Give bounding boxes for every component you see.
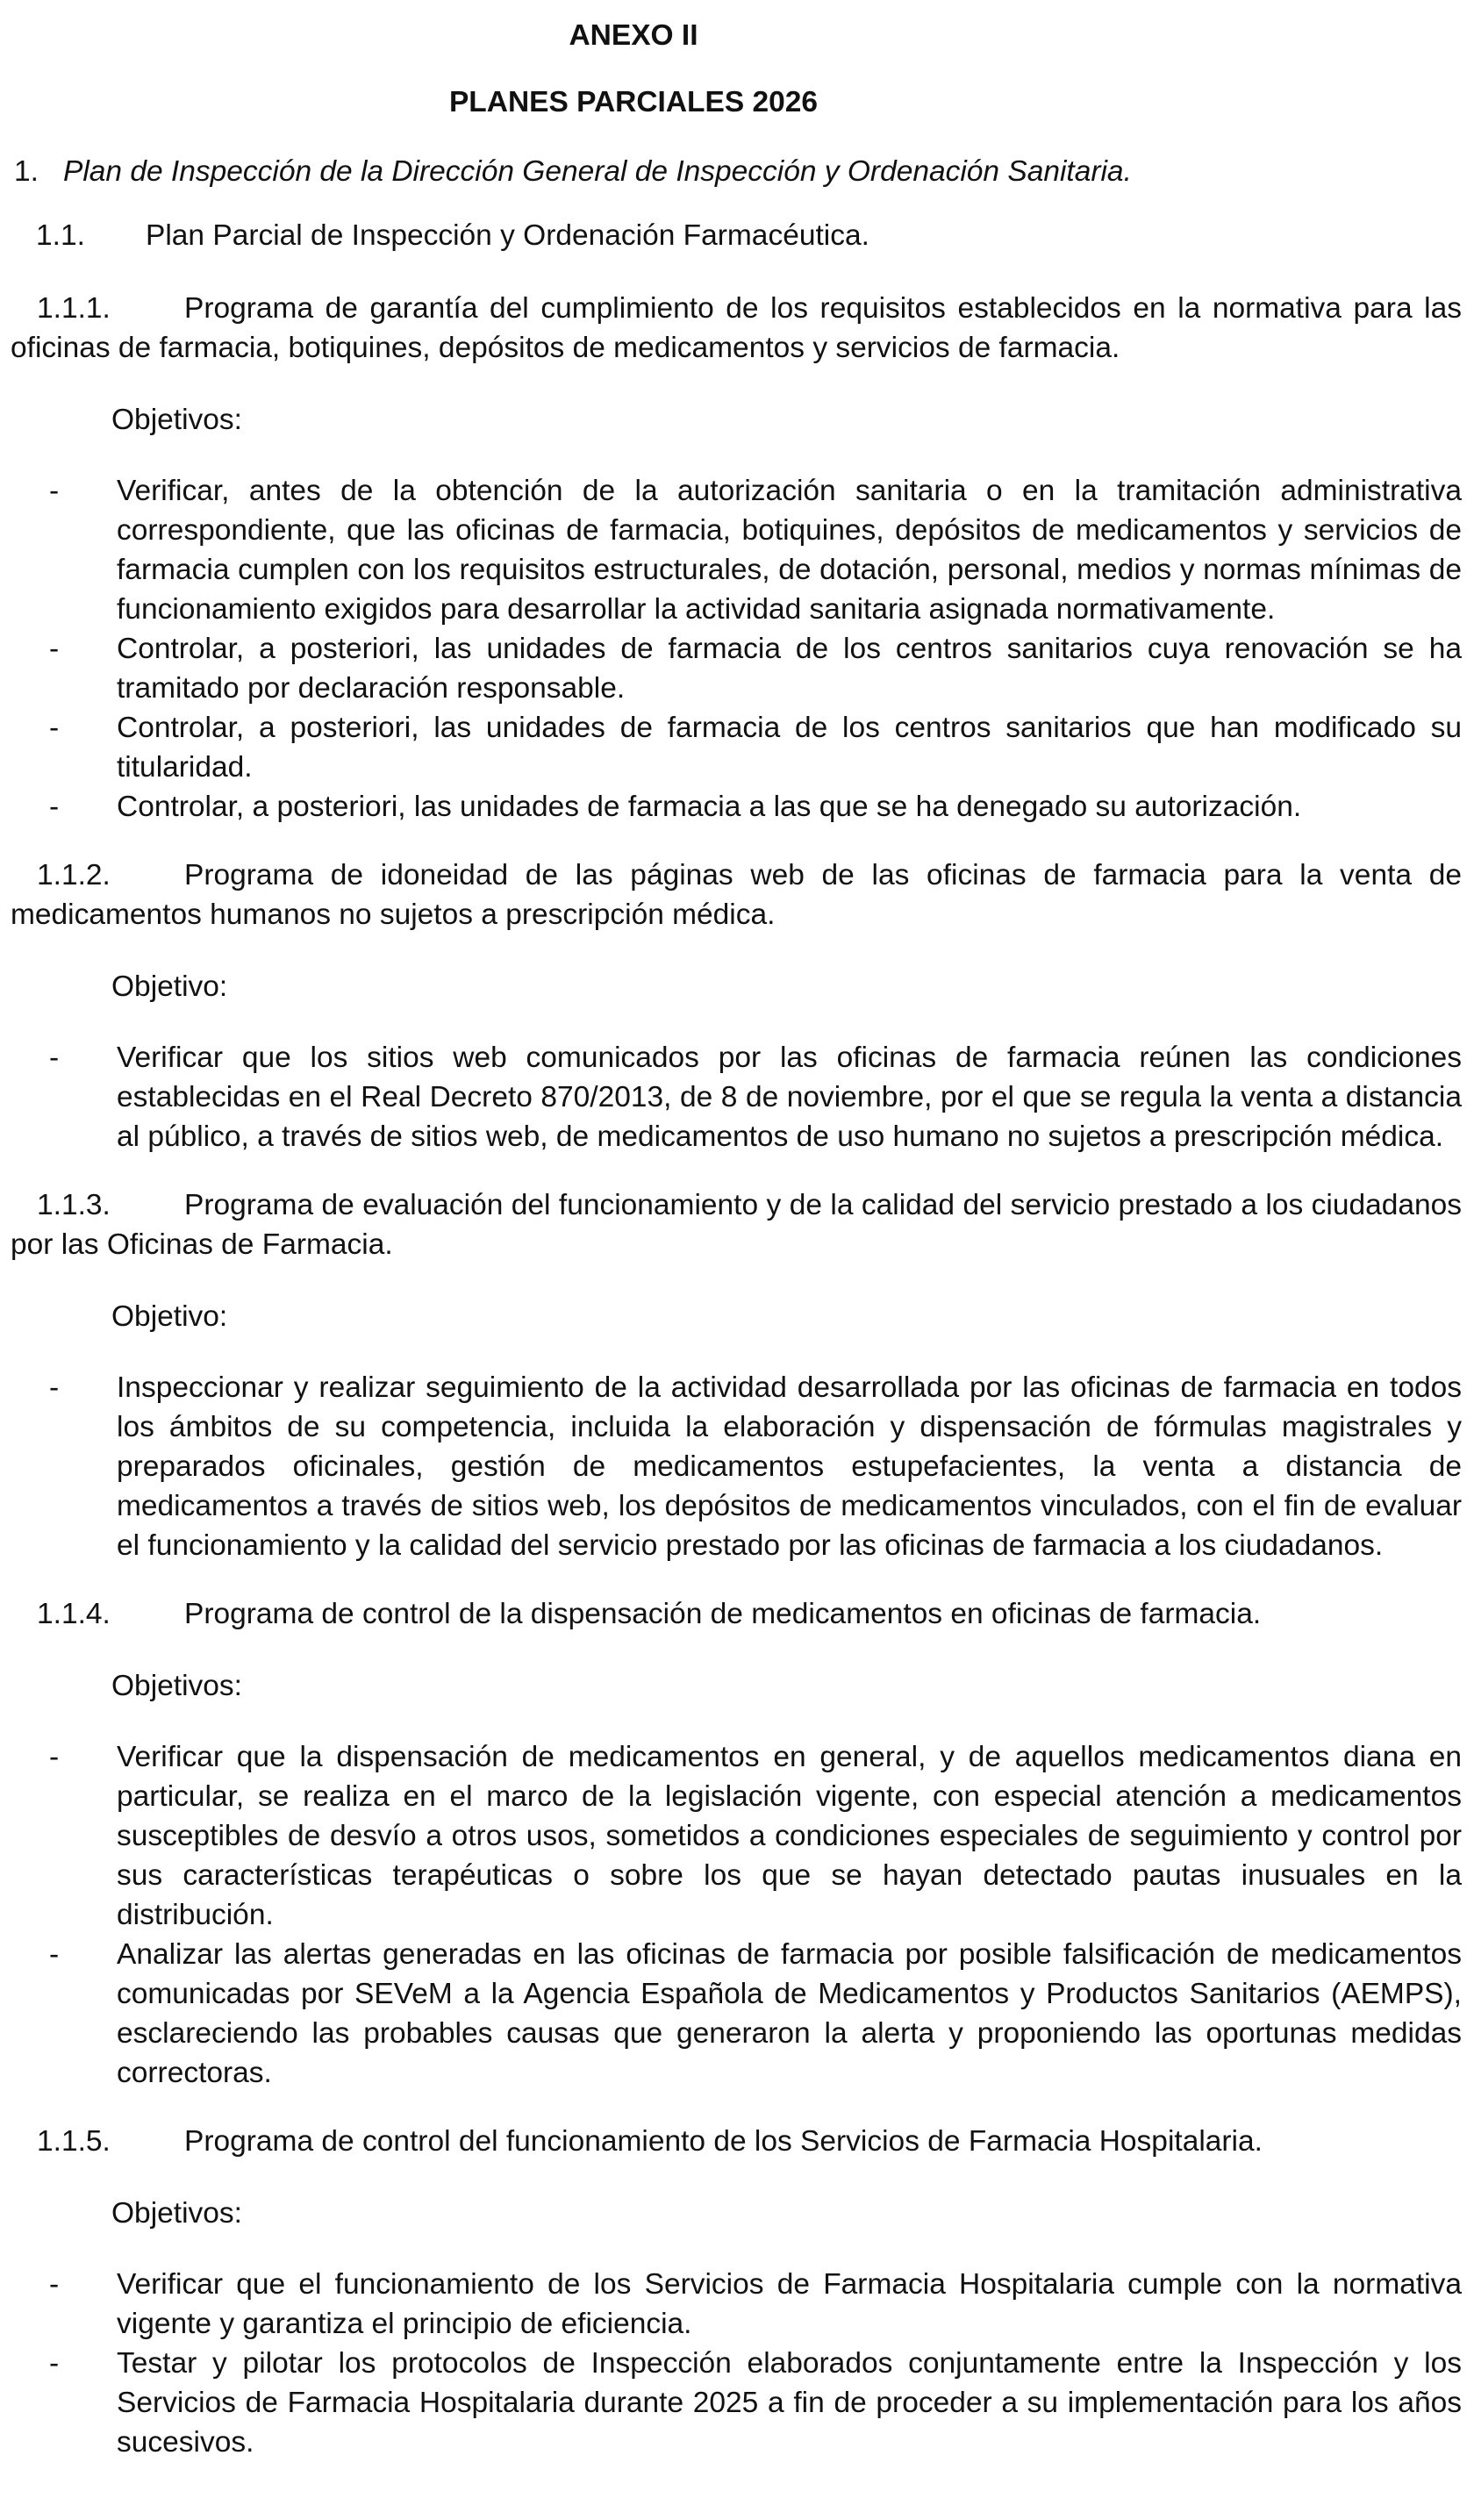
list-item-text: Verificar que el funcionamiento de los Servicios de Farmacia Hospitalaria cumple con la normativa vigente y garantiza el principio de eficiencia. <box>117 2268 1462 2340</box>
list-item: - Controlar, a posteriori, las unidades de farmacia de los centros sanitarios cuya renovación se ha tramitado por declaración responsable. <box>49 633 1462 705</box>
document-title: PLANES PARCIALES 2026 <box>448 86 819 118</box>
objectives-list <box>11 1038 1462 1156</box>
program-block <box>11 856 1462 1156</box>
program-title: Programa de garantía del cumplimiento de los requisitos establecidos en la normativa para las oficinas de farmacia, botiquines, depósitos de medicamentos y servicios de farmacia. <box>11 292 1462 364</box>
section-number: 1. <box>14 155 39 188</box>
list-item-text: Controlar, a posteriori, las unidades de farmacia de los centros sanitarios cuya renovación se ha tramitado por declaración responsable. <box>117 633 1462 705</box>
document-page <box>11 0 1462 2462</box>
list-item: - Testar y pilotar los protocolos de Inspección elaborados conjuntamente entre la Inspección y los Servicios de Farmacia Hospitalaria durante 2025 a fin de proceder a su implementación para los años sucesivos. <box>49 2347 1462 2459</box>
program-title: Programa de evaluación del funcionamiento y de la calidad del servicio prestado a los ciudadanos por las Oficinas de Farmacia. <box>11 1189 1462 1261</box>
objectives-label: Objetivos: <box>111 2197 242 2230</box>
section-heading <box>11 152 1462 191</box>
program-number: 1.1.5. <box>37 2125 111 2158</box>
section-title: Plan de Inspección de la Dirección General de Inspección y Ordenación Sanitaria. <box>63 155 1132 188</box>
program-block <box>11 1185 1462 1565</box>
list-item: - Inspeccionar y realizar seguimiento de la actividad desarrollada por las oficinas de farmacia en todos los ámbitos de su competencia, incluida la elaboración y dispensación de fórmulas magistrales y preparados oficinales, gestión de medicamentos estupefacientes, la venta a distancia de medicamentos a través de sitios web, los depósitos de medicamentos vinculados, con el fin de evaluar el funcionamiento y la calidad del servicio prestado por las oficinas de farmacia a los ciudadanos. <box>49 1371 1462 1562</box>
program-number: 1.1.3. <box>37 1189 111 1221</box>
objectives-list <box>11 1368 1462 1565</box>
list-item: - Verificar, antes de la obtención de la autorización sanitaria o en la tramitación administrativa correspondiente, que las oficinas de farmacia, botiquines, depósitos de medicamentos y servicios de farmacia cumplen con los requisitos estructurales, de dotación, personal, medios y normas mínimas de funcionamiento exigidos para desarrollar la actividad sanitaria asignada normativamente. <box>49 475 1462 626</box>
objectives-list <box>11 1737 1462 2093</box>
annex-title: ANEXO II <box>569 19 698 52</box>
objectives-label: Objetivos: <box>111 404 242 436</box>
program-title: Programa de control de la dispensación de medicamentos en oficinas de farmacia. <box>184 1598 1262 1630</box>
program-block <box>11 1594 1462 2093</box>
objectives-label: Objetivo: <box>111 1300 228 1333</box>
list-item-text: Analizar las alertas generadas en las oficinas de farmacia por posible falsificación de medicamentos comunicadas por SEVeM a la Agencia Española de Medicamentos y Productos Sanitarios (AEMPS), esclareciendo las probables causas que generaron la alerta y proponiendo las oportunas medidas correctoras. <box>117 1938 1462 2089</box>
program-heading <box>11 2122 1462 2161</box>
objectives-label: Objetivos: <box>111 1670 242 1702</box>
list-item-text: Controlar, a posteriori, las unidades de farmacia a las que se ha denegado su autorización. <box>117 791 1302 823</box>
list-item-text: Verificar que los sitios web comunicados por las oficinas de farmacia reúnen las condiciones establecidas en el Real Decreto 870/2013, de 8 de noviembre, por el que se regula la venta a distancia al público, a través de sitios web, de medicamentos de uso humano no sujetos a prescripción médica. <box>117 1042 1462 1153</box>
program-heading <box>11 289 1462 368</box>
program-block <box>11 289 1462 827</box>
program-number: 1.1.4. <box>37 1598 111 1630</box>
list-item: - Verificar que el funcionamiento de los Servicios de Farmacia Hospitalaria cumple con la normativa vigente y garantiza el principio de eficiencia. <box>49 2268 1462 2340</box>
objectives-label: Objetivo: <box>111 970 228 1003</box>
list-item-text: Verificar que la dispensación de medicamentos en general, y de aquellos medicamentos diana en particular, se realiza en el marco de la legislación vigente, con especial atención a medicamentos susceptibles de desvío a otros usos, sometidos a condiciones especiales de seguimiento y control por sus características terapéuticas o sobre los que se hayan detectado pautas inusuales en la distribución. <box>117 1741 1462 1931</box>
program-block <box>11 2122 1462 2462</box>
program-heading <box>11 856 1462 934</box>
subsection-title: Plan Parcial de Inspección y Ordenación Farmacéutica. <box>146 219 869 252</box>
list-item-text: Controlar, a posteriori, las unidades de farmacia de los centros sanitarios que han modificado su titularidad. <box>117 712 1462 784</box>
list-item-text: Testar y pilotar los protocolos de Inspección elaborados conjuntamente entre la Inspección y los Servicios de Farmacia Hospitalaria durante 2025 a fin de proceder a su implementación para los años sucesivos. <box>117 2347 1462 2459</box>
program-title: Programa de idoneidad de las páginas web de las oficinas de farmacia para la venta de medicamentos humanos no sujetos a prescripción médica. <box>11 859 1462 931</box>
program-heading <box>11 1185 1462 1264</box>
program-heading <box>11 1594 1462 1634</box>
list-item: - Verificar que los sitios web comunicados por las oficinas de farmacia reúnen las condiciones establecidas en el Real Decreto 870/2013, de 8 de noviembre, por el que se regula la venta a distancia al público, a través de sitios web, de medicamentos de uso humano no sujetos a prescripción médica. <box>49 1042 1462 1153</box>
list-item: - Controlar, a posteriori, las unidades de farmacia a las que se ha denegado su autorización. <box>49 791 1302 823</box>
program-number: 1.1.2. <box>37 859 111 891</box>
list-item: - Analizar las alertas generadas en las oficinas de farmacia por posible falsificación de medicamentos comunicadas por SEVeM a la Agencia Española de Medicamentos y Productos Sanitarios (AEMPS), esclareciendo las probables causas que generaron la alerta y proponiendo las oportunas medidas correctoras. <box>49 1938 1462 2089</box>
subsection-number: 1.1. <box>36 219 85 252</box>
list-item: - Verificar que la dispensación de medicamentos en general, y de aquellos medicamentos diana en particular, se realiza en el marco de la legislación vigente, con especial atención a medicamentos susceptibles de desvío a otros usos, sometidos a condiciones especiales de seguimiento y control por sus características terapéuticas o sobre los que se hayan detectado pautas inusuales en la distribución. <box>49 1741 1462 1931</box>
subsection-heading <box>11 216 1462 255</box>
objectives-list <box>11 2265 1462 2462</box>
list-item-text: Inspeccionar y realizar seguimiento de la actividad desarrollada por las oficinas de farmacia en todos los ámbitos de su competencia, incluida la elaboración y dispensación de fórmulas magistrales y preparados oficinales, gestión de medicamentos estupefacientes, la venta a distancia de medicamentos a través de sitios web, los depósitos de medicamentos vinculados, con el fin de evaluar el funcionamiento y la calidad del servicio prestado por las oficinas de farmacia a los ciudadanos. <box>117 1371 1462 1562</box>
program-number: 1.1.1. <box>37 292 111 325</box>
program-title: Programa de control del funcionamiento de los Servicios de Farmacia Hospitalaria. <box>184 2125 1263 2158</box>
list-item: - Controlar, a posteriori, las unidades de farmacia de los centros sanitarios que han modificado su titularidad. <box>49 712 1462 784</box>
list-item-text: Verificar, antes de la obtención de la autorización sanitaria o en la tramitación administrativa correspondiente, que las oficinas de farmacia, botiquines, depósitos de medicamentos y servicios de farmacia cumplen con los requisitos estructurales, de dotación, personal, medios y normas mínimas de funcionamiento exigidos para desarrollar la actividad sanitaria asignada normativamente. <box>117 475 1462 626</box>
objectives-list <box>11 471 1462 827</box>
